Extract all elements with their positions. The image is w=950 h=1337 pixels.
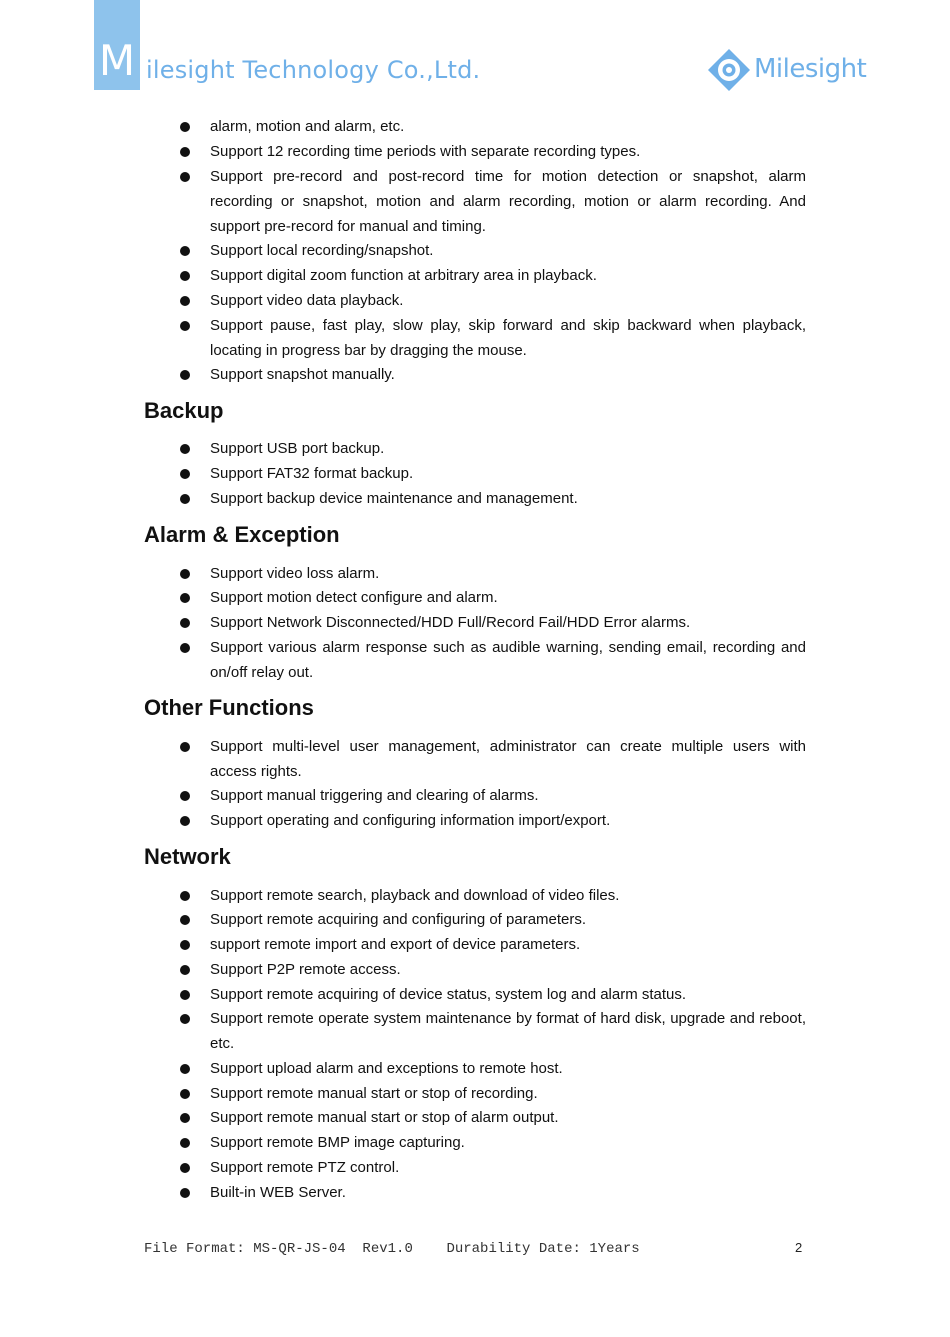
list-item: Support remote manual start or stop of alarm output. [210,1109,559,1126]
list-item: Support USB port backup. [210,440,385,457]
brand-logo-text: Milesight [754,54,867,84]
bullet-icon [180,296,190,306]
list-item: Support various alarm response such as audible warning, sending email, recording and on/off relay out. [210,639,806,681]
bullet-icon [180,791,190,801]
bullet-icon [180,990,190,1000]
bullet-icon [180,321,190,331]
bullet-icon [180,742,190,752]
bullet-icon [180,965,190,975]
list-item: Support 12 recording time periods with separate recording types. [210,143,641,160]
bullet-icon [180,246,190,256]
list-item: Support P2P remote access. [210,961,401,978]
header-logo-letter: M [98,36,136,85]
bullet-icon [180,147,190,157]
bullet-icon [180,370,190,380]
list-item: Support upload alarm and exceptions to remote host. [210,1060,563,1077]
page-number: 2 [795,1240,803,1255]
bullet-icon [180,816,190,826]
list-item: Support FAT32 format backup. [210,465,414,482]
bullet-icon [180,891,190,901]
bullet-icon [180,444,190,454]
list-item: Support Network Disconnected/HDD Full/Record Fail/HDD Error alarms. [210,614,691,631]
list-item: Support video loss alarm. [210,565,380,582]
milesight-logo-icon [706,47,752,93]
bullet-icon [180,569,190,579]
list-item: Support video data playback. [210,292,404,309]
list-item: Support remote manual start or stop of recording. [210,1085,538,1102]
bullet-icon [180,1138,190,1148]
list-item: alarm, motion and alarm, etc. [210,118,405,135]
list-item: Support snapshot manually. [210,366,395,383]
bullet-icon [180,618,190,628]
list-item: Support pre-record and post-record time for motion detection or snapshot, alarm recording or snapshot, motion and alarm recording, motion or alarm recording. And support pre-record for manual and timing. [210,168,806,235]
bullet-icon [180,494,190,504]
bullet-icon [180,1089,190,1099]
bullet-icon [180,1014,190,1024]
section-title-backup: Backup [144,398,224,423]
bullet-icon [180,593,190,603]
company-name: ilesight Technology Co.,Ltd. [146,56,481,84]
bullet-icon [180,1113,190,1123]
bullet-icon [180,271,190,281]
section-title-network: Network [144,844,231,869]
section-title-other-functions: Other Functions [144,695,314,720]
list-item: Support digital zoom function at arbitrary area in playback. [210,267,597,284]
bullet-icon [180,1064,190,1074]
bullet-icon [180,122,190,132]
list-item: Support local recording/snapshot. [210,242,434,259]
list-item: Support remote search, playback and download of video files. [210,887,620,904]
header-logo-box [94,0,140,90]
list-item: Support backup device maintenance and management. [210,490,578,507]
bullet-icon [180,1188,190,1198]
list-item: Support multi-level user management, administrator can create multiple users with access rights. [210,738,806,780]
bullet-icon [180,940,190,950]
list-item: Support remote acquiring and configuring of parameters. [210,911,587,928]
list-item: Support manual triggering and clearing of alarms. [210,787,539,804]
list-item: Support remote PTZ control. [210,1159,400,1176]
list-item: Support remote BMP image capturing. [210,1134,465,1151]
list-item: Built-in WEB Server. [210,1184,346,1201]
bullet-icon [180,915,190,925]
list-item: support remote import and export of device parameters. [210,936,581,953]
footer-file-format: File Format: MS-QR-JS-04 Rev1.0 Durability Date: 1Years [144,1241,640,1257]
bullet-icon [180,643,190,653]
list-item: Support remote acquiring of device status, system log and alarm status. [210,986,687,1003]
bullet-icon [180,469,190,479]
list-item: Support remote operate system maintenance by format of hard disk, upgrade and reboot, etc. [210,1010,806,1052]
list-item: Support pause, fast play, slow play, skip forward and skip backward when playback, locating in progress bar by dragging the mouse. [210,317,806,359]
bullet-icon [180,172,190,182]
list-item: Support motion detect configure and alarm. [210,589,498,606]
section-title-alarm-exception: Alarm & Exception [144,522,340,547]
list-item: Support operating and configuring information import/export. [210,812,611,829]
bullet-icon [180,1163,190,1173]
